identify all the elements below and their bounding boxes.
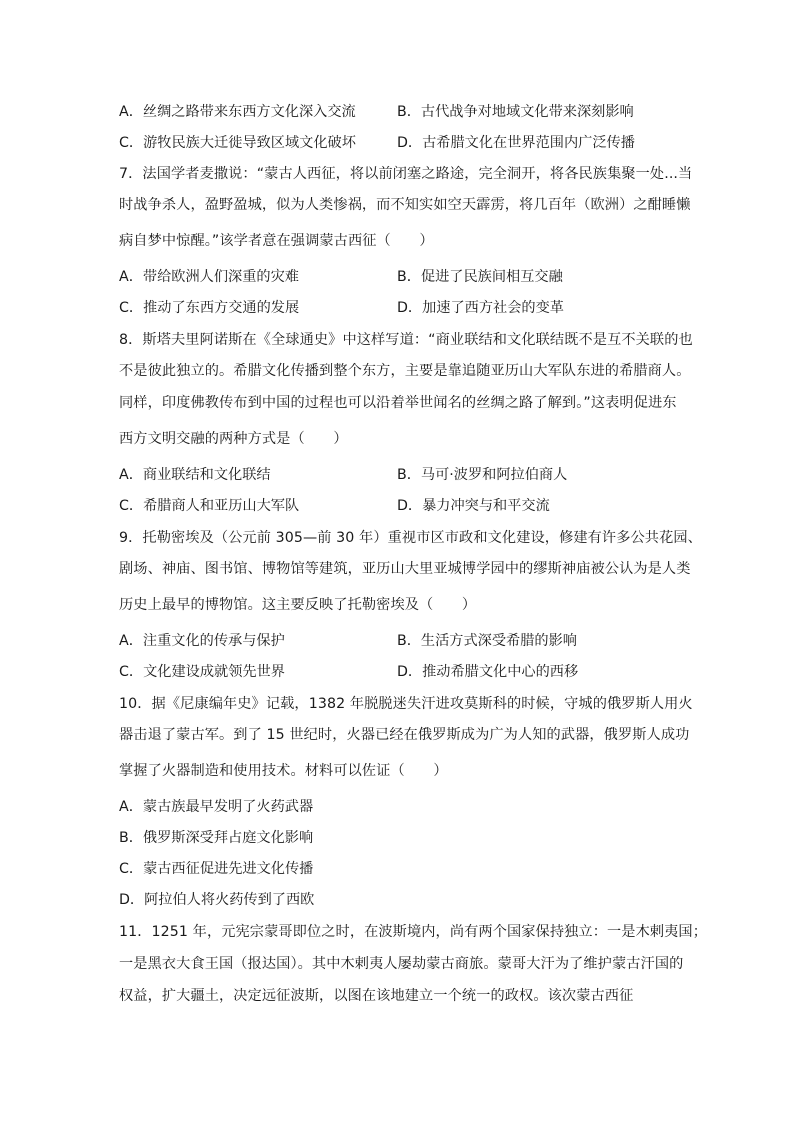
q11-stem-line-2: 一是黑衣大食王国（报达国）。其中木剌夷人屡劫蒙古商旅。蒙哥大汗为了维护蒙古汗国的 bbox=[119, 956, 684, 972]
q7-stem-line-1: 7．法国学者麦撒说：“蒙古人西征，将以前闭塞之路途，完全洞开，将各民族集聚一处...当 bbox=[119, 166, 693, 182]
q6-option-a: A．丝绸之路带来东西方文化深入交流 bbox=[119, 104, 356, 120]
q6-option-d: D．古希腊文化在世界范围内广泛传播 bbox=[397, 135, 635, 151]
q7-stem-line-2: 时战争杀人，盈野盈城，似为人类惨祸，而不知实如空天霹雳，将几百年（欧洲）之酣睡懒 bbox=[119, 197, 691, 213]
q7-option-b: B．促进了民族间相互交融 bbox=[397, 269, 563, 285]
q9-option-a: A．注重文化的传承与保护 bbox=[119, 633, 285, 649]
q11-stem-line-3: 权益，扩大疆土，决定远征波斯，以图在该地建立一个统一的政权。该次蒙古西征 bbox=[119, 988, 634, 1004]
q11-stem-line-1: 11．1251 年，元宪宗蒙哥即位之时，在波斯境内，尚有两个国家保持独立：一是木剌夷国； bbox=[119, 924, 708, 940]
q7-option-d: D．加速了西方社会的变革 bbox=[397, 300, 564, 316]
q9-option-c: C．文化建设成就领先世界 bbox=[119, 664, 285, 680]
q8-option-a: A．商业联结和文化联结 bbox=[119, 467, 271, 483]
q8-option-d: D．暴力冲突与和平交流 bbox=[397, 498, 550, 514]
q8-option-c: C．希腊商人和亚历山大军队 bbox=[119, 498, 300, 514]
q7-option-c: C．推动了东西方交通的发展 bbox=[119, 300, 300, 316]
q10-stem-line-1: 10．据《尼康编年史》记载，1382 年脱脱迷失汗进攻莫斯科的时候，守城的俄罗斯人用火 bbox=[119, 696, 693, 712]
q6-option-c: C．游牧民族大迁徙导致区域文化破坏 bbox=[119, 135, 356, 151]
q8-stem-line-4: 西方文明交融的两种方式是（ ） bbox=[119, 431, 348, 447]
q8-stem-line-3: 同样，印度佛教传布到中国的过程也可以沿着举世闻名的丝绸之路了解到。”这表明促进东 bbox=[119, 395, 677, 411]
q6-option-b: B．古代战争对地域文化带来深刻影响 bbox=[397, 104, 634, 120]
q8-option-b: B．马可·波罗和阿拉伯商人 bbox=[397, 467, 568, 483]
q8-stem-line-1: 8．斯塔夫里阿诺斯在《全球通史》中这样写道：“商业联结和文化联结既不是互不关联的也 bbox=[119, 332, 693, 348]
q10-option-b: B．俄罗斯深受拜占庭文化影响 bbox=[119, 830, 314, 846]
q7-option-a: A．带给欧洲人们深重的灾难 bbox=[119, 269, 299, 285]
q9-option-d: D．推动希腊文化中心的西移 bbox=[397, 664, 579, 680]
q10-stem-line-3: 掌握了火器制造和使用技术。材料可以佐证（ ） bbox=[119, 763, 448, 779]
q10-option-a: A．蒙古族最早发明了火药武器 bbox=[119, 799, 314, 815]
q10-option-d: D．阿拉伯人将火药传到了西欧 bbox=[119, 892, 315, 908]
q7-stem-line-3: 病自梦中惊醒。”该学者意在强调蒙古西征（ ） bbox=[119, 233, 434, 249]
q10-stem-line-2: 器击退了蒙古军。到了 15 世纪时，火器已经在俄罗斯成为广为人知的武器，俄罗斯人成功 bbox=[119, 727, 690, 743]
q8-stem-line-2: 不是彼此独立的。希腊文化传播到整个东方，主要是靠追随亚历山大军队东进的希腊商人。 bbox=[119, 363, 691, 379]
q9-stem-line-3: 历史上最早的博物馆。这主要反映了托勒密埃及（ ） bbox=[119, 597, 477, 613]
q9-stem-line-1: 9．托勒密埃及（公元前 305—前 30 年）重视市区市政和文化建设，修建有许多公共花园、 bbox=[119, 530, 702, 546]
q10-option-c: C．蒙古西征促进先进文化传播 bbox=[119, 861, 314, 877]
q9-stem-line-2: 剧场、神庙、图书馆、博物馆等建筑，亚历山大里亚城博学园中的缪斯神庙被公认为是人类 bbox=[119, 561, 691, 577]
q9-option-b: B．生活方式深受希腊的影响 bbox=[397, 633, 577, 649]
